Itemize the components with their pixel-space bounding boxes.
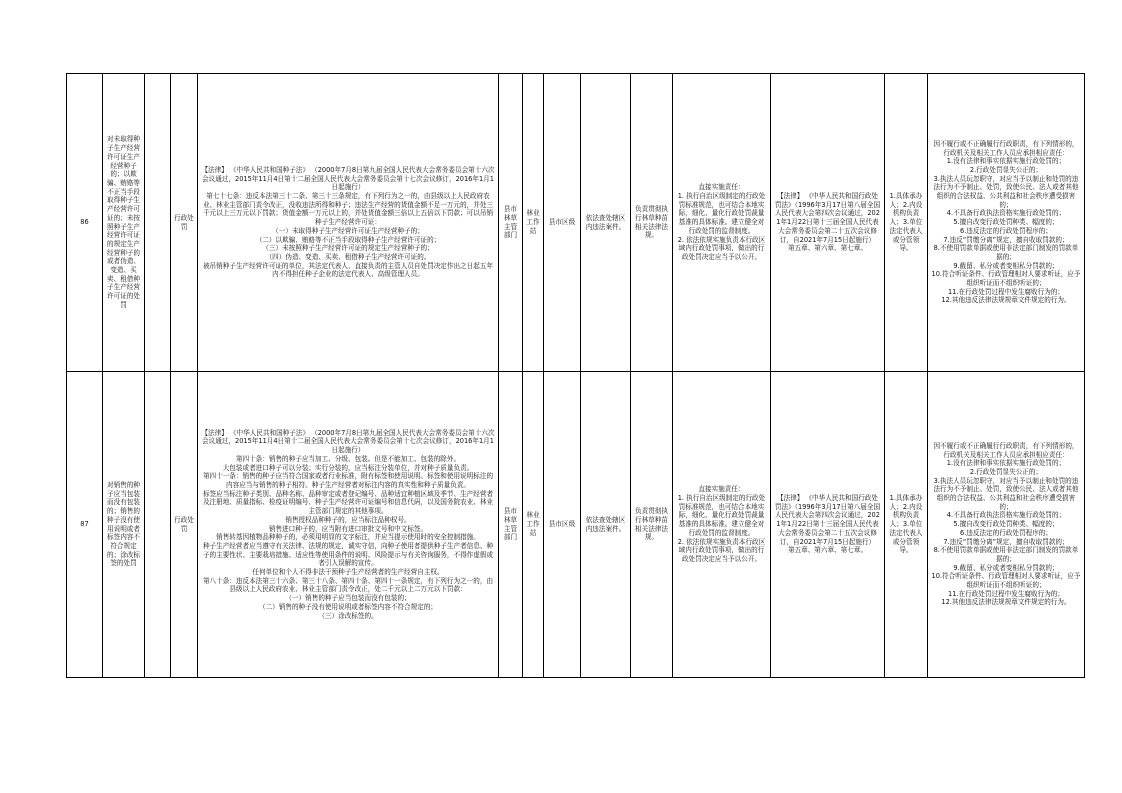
measure-line: 1. 执行自治区级制定的行政处罚标准规范，也可结合本地实际，细化、量化行政处罚裁量基准的具体标准。建立健全对行政处罚的监督制度。 <box>677 192 766 235</box>
exercise-scope: 依法查处辖区内违法案件。 <box>581 74 631 372</box>
accountability-line: 1.没有法律和事实依据实施行政处罚的； <box>946 157 1066 166</box>
responsibility-basis <box>771 372 885 678</box>
accountability-line: 4.不具备行政执法资格实施行政处罚的； <box>946 209 1066 218</box>
legal-basis-line: （三）未按照种子生产经营许可证的规定生产经营种子的； <box>262 244 434 253</box>
accountability-line: 7.违反“罚缴分离”规定，擅自收取罚款的； <box>943 537 1069 546</box>
responsibility-measures <box>673 74 771 372</box>
legal-basis-line: （一）未取得种子生产经营许可证生产经营种子的； <box>272 226 424 235</box>
table-row <box>67 74 1085 372</box>
accountability-line: 5.擅自改变行政处罚种类、幅度的； <box>953 520 1059 529</box>
item-sub-name <box>145 372 171 678</box>
implementing-subject: 县市林草主管部门 <box>499 372 523 678</box>
accountability-line: 因不履行或不正确履行行政职责，有下列情形的，行政机关及相关工作人员应承担相应责任： <box>933 139 1079 157</box>
basis-line: 【法律】 《中华人民共和国行政处罚法》（1996年3月17日第八届全国人民代表大会第四次会议通过，2021年1月22日第十三届全国人民代表大会常务委员会第二十五次会议修订，自2021年7月15日起施行） <box>774 494 881 546</box>
item-name: 对销售的种子应当包装而没有包装的；销售的种子没有使用说明或者标签内容不符合规定的；涂改标签的处罚 <box>103 372 145 678</box>
liable-person: 1.具体承办人；2.内设机构负责人；3.单位法定代表人或分管领导。 <box>885 372 928 678</box>
accountability-line: 2.行政处罚显失公正的； <box>969 165 1043 174</box>
exercise-level: 县市区级 <box>544 74 581 372</box>
legal-basis-line: （二）以欺骗、贿赂等不正当手段取得种子生产经营许可证的； <box>255 235 441 244</box>
accountability-line: 9.截留、私分或者变相私分罚款的； <box>953 261 1059 270</box>
accountability-line: 2.行政处罚显失公正的； <box>969 467 1043 476</box>
accountability-line: 10.符合听证条件、行政管理相对人要求听证，应予组织听证而不组织听证的； <box>931 270 1081 288</box>
accountability-line: 10.符合听证条件、行政管理相对人要求听证，应予组织听证而不组织听证的； <box>931 572 1081 590</box>
measure-line: 直接实施责任： <box>698 183 745 192</box>
basis-line: 第五章、第六章、第七章。 <box>787 244 868 253</box>
accountability-line: 3.执法人员玩忽职守，对应当予以制止和处罚的违法行为不予制止、处罚，致使公民、法人或者其他组织的合法权益、公共利益和社会秩序遭受损害的； <box>933 476 1079 511</box>
power-list-table <box>66 73 1085 678</box>
measure-line: 2. 依法依规实施负责本行政区域内行政处罚事项，做出的行政处罚决定应当予以公开。 <box>677 235 766 261</box>
responsibility-measures <box>673 372 771 678</box>
measure-line: 直接实施责任： <box>698 485 745 494</box>
accountability-line: 3.执法人员玩忽职守，对应当予以制止和处罚的违法行为不予制止、处罚，致使公民、法人或者其他组织的合法权益、公共利益和社会秩序遭受损害的； <box>933 174 1079 209</box>
basis-line: 【法律】 《中华人民共和国行政处罚法》（1996年3月17日第八届全国人民代表大会第四次会议通过，2021年1月22日第十三届全国人民代表大会常务委员会第二十五次会议修订，自2021年7月15日起施行） <box>774 192 881 244</box>
legal-basis-line: 第四十一条：销售的种子应当符合国家或者行业标准，附有标签和使用说明。标签和使用说明标注的内容应当与销售的种子相符。种子生产经营者对标注内容的真实性和种子质量负责。 <box>202 472 494 489</box>
legal-basis-line: （三）涂改标签的。 <box>318 611 378 620</box>
duty-content: 负责贯彻执行林草种苗相关法律法规。 <box>631 372 673 678</box>
legal-basis-line: 被吊销种子生产经营许可证的单位，其法定代表人、直接负责的主管人员自处罚决定作出之日起五年内不得担任种子企业的法定代表人、高级管理人员。 <box>202 261 494 279</box>
accountability-line: 1.没有法律和事实依据实施行政处罚的； <box>946 459 1066 468</box>
accountability-line: 12.其他违反法律法规规章文件规定的行为。 <box>941 296 1071 305</box>
legal-basis-line: 第四十条：销售的种子应当加工、分级、包装。但是不能加工、包装的除外。 <box>235 454 461 463</box>
legal-basis-line: （二）销售的种子没有使用说明或者标签内容不符合规定的； <box>258 602 438 611</box>
legal-basis-line: （一）销售的种子应当包装而没有包装的； <box>285 594 411 603</box>
item-sub-name <box>145 74 171 372</box>
accountability-line: 7.违反“罚缴分离”规定，擅自收取罚款的； <box>943 235 1069 244</box>
legal-basis-line: 销售转基因植物品种种子的，必须用明显的文字标注，并应当提示使用时的安全控制措施。 <box>216 533 480 542</box>
accountability-line: 8.不使用罚款单据或使用非法定部门制发的罚款单据的； <box>933 244 1079 261</box>
legal-basis-line: 第八十条：违反本法第三十六条、第三十八条、第四十条、第四十一条规定，有下列行为之一的，由县级以上人民政府农业、林业主管部门责令改正，处二千元以上二万元以下罚款： <box>202 576 494 594</box>
accountability-line: 11.在行政处罚过程中发生腐败行为的； <box>948 589 1064 598</box>
accountability-line: 因不履行或不正确履行行政职责，有下列情形的，行政机关及相关工作人员应承担相应责任： <box>933 441 1079 459</box>
accountability-line: 6.违反法定的行政处罚程序的； <box>959 528 1052 537</box>
undertaking-unit: 林业工作站 <box>523 372 544 678</box>
legal-basis-line: 任何单位和个人不得非法干预种子生产经营者的生产经营自主权。 <box>252 568 444 577</box>
accountability-line: 11.在行政处罚过程中发生腐败行为的； <box>948 287 1064 296</box>
legal-basis-line: 销售进口种子的，应当附有进口审批文号和中文标签。 <box>268 524 428 533</box>
legal-basis <box>198 74 499 372</box>
legal-basis-line: （四）伪造、变造、买卖、租借种子生产经营许可证的。 <box>265 252 431 261</box>
measure-line: 1. 执行自治区级制定的行政处罚标准规范，也可结合本地实际，细化、量化行政处罚裁量基准的具体标准。建立健全对行政处罚的监督制度。 <box>677 494 766 537</box>
legal-basis <box>198 372 499 678</box>
table-row <box>67 372 1085 678</box>
item-number: 86 <box>67 74 103 372</box>
item-type: 行政处罚 <box>171 74 198 372</box>
accountability-line: 4.不具备行政执法资格实施行政处罚的； <box>946 511 1066 520</box>
implementing-subject: 县市林草主管部门 <box>499 74 523 372</box>
responsibility-basis <box>771 74 885 372</box>
duty-content: 负责贯彻执行林草种苗相关法律法规。 <box>631 74 673 372</box>
undertaking-unit: 林业工作站 <box>523 74 544 372</box>
accountability-line: 5.擅自改变行政处罚种类、幅度的； <box>953 218 1059 227</box>
legal-basis-line: 【法律】 《中华人民共和国种子法》 （2000年7月8日第九届全国人民代表大会常务委员会第十六次会议通过，2015年11月4日第十二届全国人民代表大会常务委员会第十七次会议修订，2016年1月1日起施行） <box>201 165 495 192</box>
accountability-line: 12.其他违反法律法规规章文件规定的行为。 <box>941 598 1071 607</box>
item-type: 行政处罚 <box>171 372 198 678</box>
exercise-level: 县市区级 <box>544 372 581 678</box>
legal-basis-line: 销售授权品种种子的，应当标注品种权号。 <box>285 515 411 524</box>
liable-person: 1.具体承办人；2.内设机构负责人；3.单位法定代表人或分管领导。 <box>885 74 928 372</box>
measure-line: 2. 依法依规实施负责本行政区域内行政处罚事项，做出的行政处罚决定应当予以公开。 <box>677 537 766 563</box>
legal-basis-line: 种子生产经营者应当遵守有关法律、法规的规定，诚实守信，向种子使用者提供种子生产者信息、种子的主要性状、主要栽培措施、适应性等使用条件的说明、风险提示与有关咨询服务，不得作虚假或者引人误解的宣传。 <box>202 541 494 568</box>
legal-basis-line: 第七十七条：违反本法第三十二条、第三十三条规定，有下列行为之一的，由县级以上人民政府农业、林业主管部门责令改正，没收违法所得和种子；违法生产经营的货值金额不足一万元的，并处三千元以上三万元以下罚款；货值金额一万元以上的，并处货值金额三倍以上五倍以下罚款；可以吊销种子生产经营许可证： <box>202 192 494 227</box>
legal-basis-line: 标签应当标注种子类别、品种名称、品种审定或者登记编号、品种适宜种植区域及季节、生产经营者及注册地、质量指标、检疫证明编号、种子生产经营许可证编号和信息代码，以及国务院农业、林业主管部门规定的其他事项。 <box>202 489 494 516</box>
accountability-line: 6.违反法定的行政处罚程序的； <box>959 226 1052 235</box>
exercise-scope: 依法查处辖区内违法案件。 <box>581 372 631 678</box>
item-number: 87 <box>67 372 103 678</box>
basis-line: 第五章、第六章、第七章。 <box>787 546 868 555</box>
accountability-situations <box>928 372 1085 678</box>
accountability-line: 8.不使用罚款单据或使用非法定部门制发的罚款单据的； <box>933 546 1079 563</box>
item-name: 对未取得种子生产经营许可证生产经营种子的；以欺骗、贿赂等不正当手段取得种子生产经营许可证的；未按照种子生产经营许可证的规定生产经营种子的或者伪造、变造、买卖、租借种子生产经营许可证的处罚 <box>103 74 145 372</box>
legal-basis-line: 【法律】 《中华人民共和国种子法》 （2000年7月8日第九届全国人民代表大会常务委员会第十六次会议通过，2015年11月4日第十二届全国人民代表大会常务委员会第十七次会议修订，2016年1月1日起施行） <box>201 428 495 455</box>
legal-basis-line: 大包装或者进口种子可以分装；实行分装的，应当标注分装单位，并对种子质量负责。 <box>222 463 474 472</box>
accountability-situations <box>928 74 1085 372</box>
accountability-line: 9.截留、私分或者变相私分罚款的； <box>953 563 1059 572</box>
